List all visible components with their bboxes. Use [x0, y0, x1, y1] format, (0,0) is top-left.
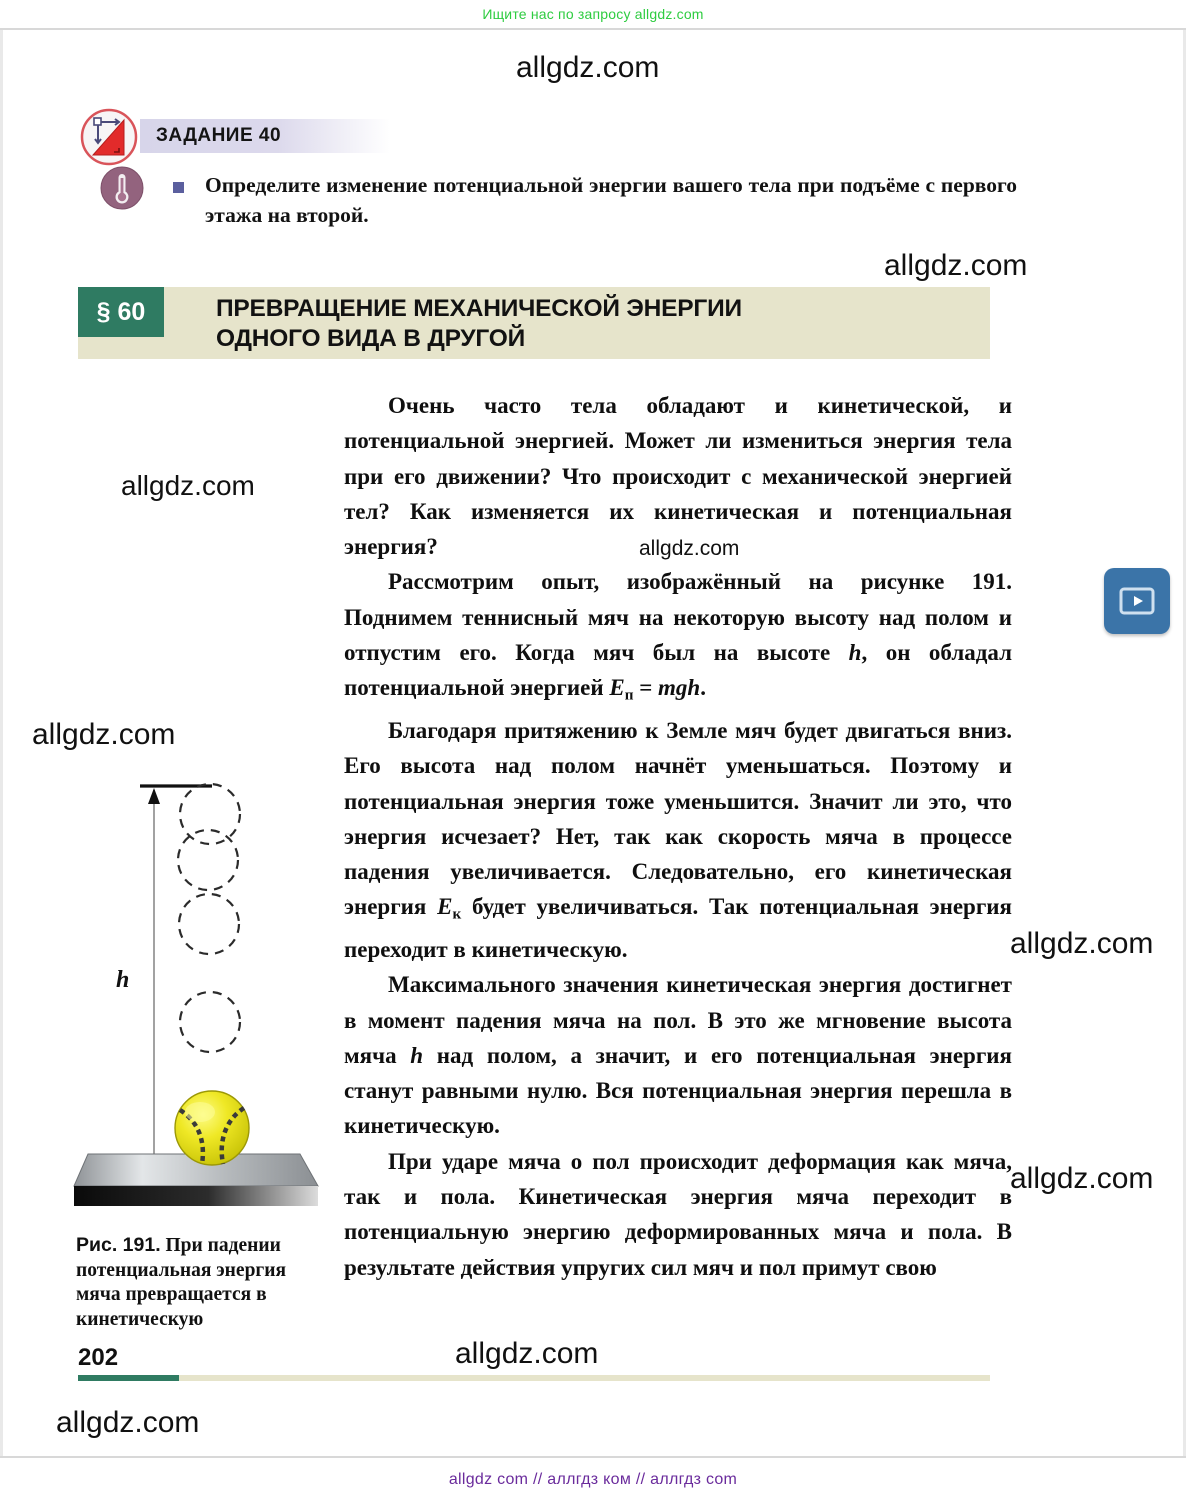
promo-bar [0, 0, 1186, 28]
symbol-h: h [848, 640, 862, 666]
paragraph-5: При ударе мяча о пол происходит деформация как мяча, так и пола. Кинетическая энергия мяча переходит в потенциальную энергию деформированных мяча и пола. В результате действия упругих сил мяч и пол примут свою [344, 1148, 1012, 1280]
trajectory-circle-1 [180, 784, 240, 844]
paragraph-4 [344, 967, 1012, 1143]
trajectory-circle-2 [178, 830, 238, 890]
paragraph-4-part-b: над полом, а значит, и его потенциальная энергия станут равными нулю. Вся потенциальная энергия перешла в кинетическую. [344, 1042, 1012, 1139]
page-footer-rule-accent [78, 1375, 179, 1381]
paragraph-3-part-b: будет увеличиваться. Так потенциальная энергия переходит в кинетическую. [344, 894, 1012, 962]
watermark-3: allgdz.com [121, 470, 255, 501]
bottom-bar [0, 1458, 1186, 1502]
symbol-E-potential-subscript: п [624, 686, 634, 704]
paragraph-2-end: . [700, 675, 706, 701]
page-edge-left [0, 30, 3, 1456]
play-video-button[interactable] [1104, 568, 1170, 634]
paragraph-4-part-a: Максимального значения кинетическая энергия достигнет в момент падения мяча на пол. В это же мгновение высота мяча [344, 972, 1012, 1068]
promo-text: Ищите нас по запросу allgdz.com [482, 6, 704, 22]
page-footer-rule [78, 1375, 990, 1381]
figure-caption-lead: Рис. 191. [76, 1234, 161, 1256]
symbol-E-kinetic: E [437, 894, 453, 920]
symbol-E-kinetic-subscript: к [452, 905, 462, 923]
assignment-bullet [173, 182, 184, 193]
section-title [216, 294, 976, 354]
paragraph-3 [344, 713, 1012, 967]
section-header [78, 287, 990, 359]
watermark-8: allgdz.com [455, 1337, 599, 1370]
assignment-badge-label: ЗАДАНИЕ 40 [156, 125, 282, 146]
watermark-1: allgdz.com [516, 51, 660, 84]
assignment-badge [140, 119, 390, 153]
watermark-5: allgdz.com [32, 718, 176, 751]
section-title-line-2: ОДНОГО ВИДА В ДРУГОЙ [216, 325, 526, 352]
symbol-E-potential: E [609, 675, 625, 701]
paragraph-2 [344, 564, 1012, 712]
thermometer-icon [100, 166, 144, 210]
symbol-h-2: h [410, 1042, 424, 1068]
assignment-text: Определите изменение потенциальной энергии вашего тела при подъёме с первого этажа на второй. [205, 173, 1017, 227]
assignment-block [78, 108, 1028, 227]
figure-arrow-up [148, 788, 160, 804]
trajectory-circle-3 [179, 894, 239, 954]
play-video-icon [1117, 585, 1157, 617]
watermark-6: allgdz.com [1010, 927, 1154, 960]
formula-mgh: mgh [658, 675, 701, 701]
figure-191 [72, 772, 330, 1224]
figure-height-label: h [116, 967, 130, 993]
figure-caption-text: При падении потенциальная энергия мяча превращается в кинетическую [76, 1235, 287, 1330]
watermark-2: allgdz.com [884, 249, 1028, 282]
watermark-9: allgdz.com [56, 1406, 200, 1439]
figure-caption [76, 1233, 326, 1332]
watermark-7: allgdz.com [1010, 1162, 1154, 1195]
watermark-4: allgdz.com [639, 537, 740, 560]
section-number-label: § 60 [96, 297, 146, 326]
section-number-badge [78, 287, 164, 337]
trajectory-circle-4 [180, 992, 240, 1052]
assignment-header [78, 108, 1028, 166]
tennis-ball [175, 1091, 249, 1165]
tennis-ball-highlight [185, 1102, 215, 1122]
paragraph-3-part-a: Благодаря притяжению к Земле мяч будет двигаться вниз. Его высота над полом начнёт уменьшаться. Поэтому и потенциальная энергия тоже уменьшится. Значит ли это, что энергия исчезает? Нет, так как скорость мяча в процессе падения увеличивается. Следовательно, его кинетическая энергия [344, 717, 1012, 920]
paragraph-2-part-b: , он обладал потенциальной энергией [344, 640, 1012, 701]
paragraph-1: Очень часто тела обладают и кинетической, и потенциальной энергией. Может ли измениться энергия тела при его движении? Что происходит с механической энергией тел? Как изменяется их кинетическая и потенциальная энергия? [344, 393, 1012, 560]
page-number: 202 [78, 1344, 119, 1371]
figure-platform-side [74, 1186, 318, 1206]
section-title-line-1: ПРЕВРАЩЕНИЕ МЕХАНИЧЕСКОЙ ЭНЕРГИИ [216, 295, 742, 322]
equals-sign: = [633, 675, 659, 701]
paragraph-2-part-a: Рассмотрим опыт, изображённый на рисунке 191. Поднимем теннисный мяч на некоторую высоту над полом и отпустим его. Когда мяч был на высоте [344, 569, 1012, 666]
bottom-bar-text: allgdz com // аллгдз ком // аллгдз com [448, 1471, 738, 1488]
body-text-column [344, 388, 1012, 1285]
triangle-ruler-icon [78, 108, 140, 166]
